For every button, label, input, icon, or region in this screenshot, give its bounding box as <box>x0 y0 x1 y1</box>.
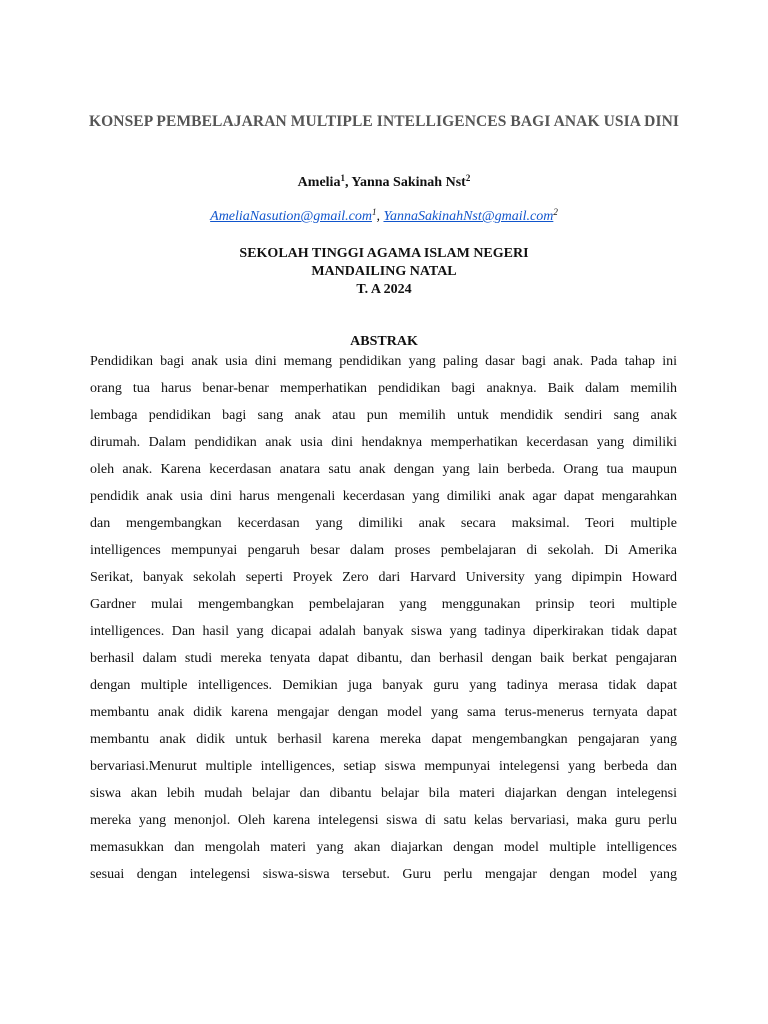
institution-block <box>0 245 768 299</box>
author-separator: , <box>344 175 352 190</box>
abstract-line: oleh anak. Karena kecerdasan anatara satu anak dengan yang lain berbeda. Orang tua maupun <box>90 462 677 477</box>
author-name: Amelia <box>297 175 341 190</box>
author-name: Yanna Sakinah Nst <box>351 175 466 190</box>
institution-location: MANDAILING NATAL <box>311 264 457 279</box>
abstract-line: Serikat, banyak sekolah seperti Proyek Zero dari Harvard University yang dipimpin Howard <box>90 570 677 585</box>
abstract-line: intelligences mempunyai pengaruh besar dalam proses pembelajaran di sekolah. Di Amerika <box>90 543 677 558</box>
academic-year: T. A 2024 <box>356 282 412 297</box>
author-line <box>0 174 768 192</box>
abstract-line: orang tua harus benar-benar memperhatikan pendidikan bagi anaknya. Baik dalam memilih <box>90 381 677 396</box>
abstract-line: intelligences. Dan hasil yang dicapai adalah banyak siswa yang tadinya diperkirakan tidak dapat <box>90 624 677 639</box>
email-affiliation-mark: 1 <box>371 207 377 217</box>
abstract-line: berhasil dalam studi mereka tenyata dapat dibantu, dan berhasil dengan baik berkat pengajaran <box>90 651 677 666</box>
paper-title: KONSEP PEMBELAJARAN MULTIPLE INTELLIGENCES BAGI ANAK USIA DINI <box>88 113 679 130</box>
email-line <box>0 208 768 226</box>
email-link[interactable]: YannaSakinahNst@gmail.com <box>383 209 554 224</box>
abstract-body <box>90 348 677 888</box>
abstract-line: sesuai dengan intelegensi siswa-siswa tersebut. Guru perlu mengajar dengan model yang <box>90 867 677 882</box>
abstract-heading: ABSTRAK <box>350 334 418 349</box>
abstract-line: dengan multiple intelligences. Demikian juga banyak guru yang tadinya merasa tidak dapat <box>90 678 677 693</box>
abstract-line: siswa akan lebih mudah belajar dan dibantu belajar bila materi diajarkan dengan intelegensi <box>90 786 677 801</box>
abstract-line: bervariasi.Menurut multiple intelligences, setiap siswa mempunyai intelegensi yang berbeda dan <box>90 759 677 774</box>
institution-name: SEKOLAH TINGGI AGAMA ISLAM NEGERI <box>239 246 529 261</box>
abstract-line: dirumah. Dalam pendidikan anak usia dini hendaknya memperhatikan kecerdasan yang dimiliki <box>90 435 677 450</box>
abstract-line: Pendidikan bagi anak usia dini memang pendidikan yang paling dasar bagi anak. Pada tahap ini <box>90 354 677 369</box>
abstract-line: lembaga pendidikan bagi sang anak atau pun memilih untuk mendidik sendiri sang anak <box>90 408 677 423</box>
author-affiliation-mark: 2 <box>465 173 471 183</box>
abstract-line: membantu anak didik untuk berhasil karena mereka dapat mengembangkan pengajaran yang <box>90 732 677 747</box>
abstract-line: dan mengembangkan kecerdasan yang dimiliki anak secara maksimal. Teori multiple <box>90 516 677 531</box>
abstract-line: memasukkan dan mengolah materi yang akan diajarkan dengan model multiple intelligences <box>90 840 677 855</box>
abstract-line: Gardner mulai mengembangkan pembelajaran yang menggunakan prinsip teori multiple <box>90 597 677 612</box>
author-affiliation-mark: 1 <box>340 173 345 183</box>
email-link[interactable]: AmeliaNasution@gmail.com <box>210 209 372 224</box>
abstract-line: pendidik anak usia dini harus mengenali kecerdasan yang dimiliki anak agar dapat mengarahkan <box>90 489 677 504</box>
email-separator: , <box>376 209 384 224</box>
abstract-line: membantu anak didik karena mengajar dengan model yang sama terus-menerus ternyata dapat <box>90 705 677 720</box>
abstract-line: mereka yang menonjol. Oleh karena intelegensi siswa di satu kelas bervariasi, maka guru perlu <box>90 813 677 828</box>
email-affiliation-mark: 2 <box>553 207 558 217</box>
